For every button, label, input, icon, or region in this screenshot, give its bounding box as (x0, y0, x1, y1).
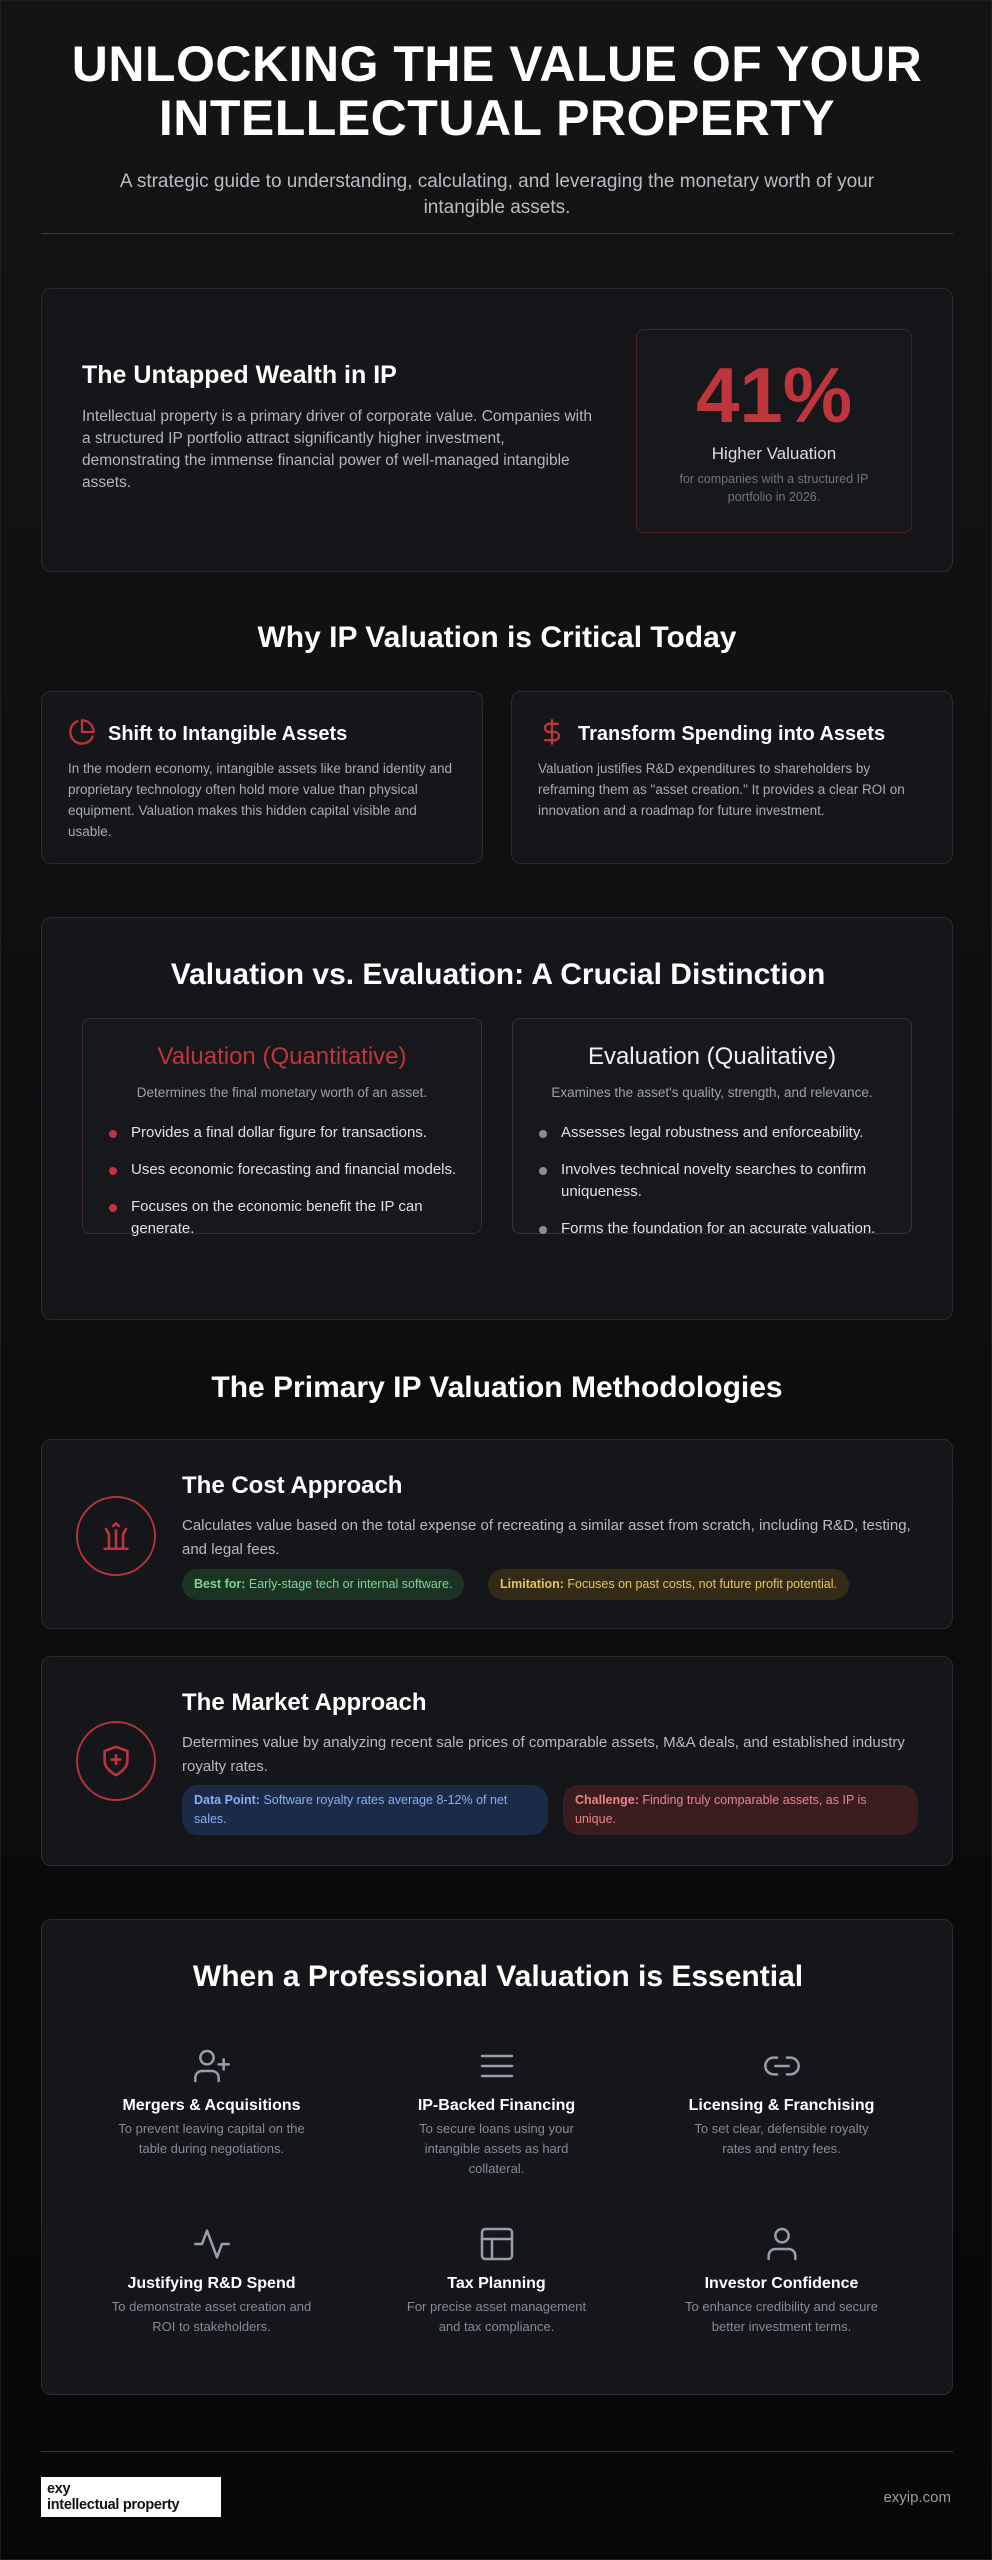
evaluation-desc: Examines the asset's quality, strength, and relevance. (551, 1085, 873, 1100)
activity-icon (192, 2224, 232, 2264)
stat-highlight-box (636, 329, 912, 533)
valuation-vs-evaluation-card (41, 917, 953, 1320)
untapped-wealth-heading: The Untapped Wealth in IP (82, 361, 397, 389)
why-card-body: Valuation justifies R&D expenditures to shareholders by reframing them as "asset creation." It provides a clear ROI on innovation and a roadmap for future investment. (538, 761, 905, 818)
when-section-title: When a Professional Valuation is Essential (192, 1960, 804, 1993)
logo-line-1: exy (47, 2481, 71, 2497)
list-item (539, 1122, 889, 1144)
bullet-dot (109, 1204, 117, 1212)
bullet-dot (539, 1167, 547, 1175)
list-item-text: Provides a final dollar figure for transactions. (131, 1124, 427, 1141)
pill-text: Focuses on past costs, not future profit potential. (567, 1577, 837, 1591)
page-subtitle: A strategic guide to understanding, calculating, and leveraging the monetary worth of your intangible assets. (119, 171, 875, 218)
valuation-column (82, 1018, 482, 1237)
why-card-body: In the modern economy, intangible assets like brand identity and proprietary technology often hold more value than physical equipment. Valuation makes this hidden capital visible and usable. (68, 761, 452, 839)
bullet-dot (109, 1167, 117, 1175)
tile-licensing (652, 2026, 911, 2176)
tile-title: Mergers & Acquisitions (122, 2097, 301, 2114)
list-item-text: Focuses on the economic benefit the IP can generate. (131, 1198, 423, 1237)
challenge-pill (563, 1785, 918, 1835)
tile-body: To prevent leaving capital on the table during negotiations. (118, 2121, 305, 2156)
stat-subtext: for companies with a structured IP portfolio in 2026. (679, 472, 869, 504)
why-card-title: Transform Spending into Assets (578, 723, 886, 745)
tile-body: To secure loans using your intangible assets as hard collateral. (419, 2121, 574, 2176)
footer-divider (41, 2451, 953, 2452)
tile-title: Licensing & Franchising (688, 2097, 875, 2114)
list-item-text: Uses economic forecasting and financial models. (131, 1161, 457, 1178)
tile-tax (367, 2204, 626, 2354)
dollar-icon (538, 718, 566, 751)
evaluation-column (512, 1018, 912, 1237)
cost-approach-desc: Calculates value based on the total expense of recreating a similar asset from scratch, including R&D, testing, and legal fees. (182, 1517, 911, 1558)
why-section-title: Why IP Valuation is Critical Today (257, 621, 737, 654)
valuation-heading: Valuation (Quantitative) (157, 1043, 407, 1070)
bullet-dot (539, 1130, 547, 1138)
company-logo[interactable] (41, 2477, 221, 2517)
tile-financing (367, 2026, 626, 2176)
layout-icon (477, 2224, 517, 2264)
bullet-dot (539, 1226, 547, 1234)
title-line-1: UNLOCKING THE VALUE OF YOUR (71, 36, 923, 92)
list-item-text: Assesses legal robustness and enforceability. (561, 1124, 864, 1141)
when-essential-card (41, 1919, 953, 2395)
tile-mergers (82, 2026, 341, 2176)
why-card-head (538, 718, 885, 751)
why-card-head (68, 718, 347, 751)
methods-section-title: The Primary IP Valuation Methodologies (211, 1371, 783, 1404)
market-approach-card (41, 1656, 953, 1866)
best-for-pill (182, 1569, 464, 1600)
tile-body: For precise asset management and tax compliance. (406, 2299, 587, 2334)
logo-line-2: intellectual property (47, 2497, 180, 2513)
untapped-wealth-body: Intellectual property is a primary driver of corporate value. Companies with a structured IP portfolio attract significantly higher investment, demonstrating the immense financial power of well-managed intangible assets. (82, 408, 593, 491)
pill-label: Best for: (194, 1577, 246, 1591)
tile-investor (652, 2204, 911, 2354)
untapped-wealth-card (41, 288, 953, 572)
tile-rd-spend (82, 2204, 341, 2354)
list-item-text: Involves technical novelty searches to confirm uniqueness. (561, 1161, 867, 1200)
list-item (109, 1122, 459, 1144)
website-link[interactable]: exyip.com (883, 2489, 951, 2506)
evaluation-list (539, 1122, 889, 1240)
pill-label: Challenge: (575, 1793, 639, 1807)
pill-label: Limitation: (500, 1577, 564, 1591)
tile-body: To enhance credibility and secure better investment terms. (685, 2299, 878, 2334)
stat-number: 41% (695, 351, 853, 439)
evaluation-heading: Evaluation (Qualitative) (587, 1043, 837, 1070)
market-approach-title: The Market Approach (182, 1689, 427, 1716)
valuation-desc: Determines the final monetary worth of an asset. (136, 1085, 428, 1100)
pie-chart-icon (68, 718, 96, 751)
hero-header (41, 37, 953, 221)
stat-label: Higher Valuation (711, 444, 837, 463)
tile-title: IP-Backed Financing (417, 2097, 576, 2114)
tile-title: Investor Confidence (704, 2275, 859, 2292)
market-approach-desc: Determines value by analyzing recent sale prices of comparable assets, M&A deals, and established industry royalty rates. (182, 1734, 905, 1775)
cost-approach-title: The Cost Approach (182, 1472, 403, 1499)
menu-lines-icon (477, 2046, 517, 2086)
data-point-pill (182, 1785, 548, 1835)
pill-text: Software royalty rates average 8-12% of net sales. (194, 1793, 508, 1826)
why-card-intangible (41, 691, 483, 864)
tile-title: Tax Planning (447, 2275, 546, 2292)
cost-approach-body (182, 1472, 922, 1562)
user-plus-icon (192, 2046, 232, 2086)
page-title (41, 37, 953, 145)
link-icon (762, 2046, 802, 2086)
list-item (109, 1159, 459, 1181)
pill-text: Finding truly comparable assets, as IP is unique. (575, 1793, 867, 1826)
pill-text: Early-stage tech or internal software. (248, 1577, 453, 1591)
shield-plus-icon (76, 1721, 156, 1801)
list-item-text: Forms the foundation for an accurate valuation. (561, 1220, 876, 1237)
valuation-list (109, 1122, 459, 1240)
why-card-title: Shift to Intangible Assets (108, 723, 348, 745)
tile-body: To set clear, defensible royalty rates and entry fees. (694, 2121, 869, 2156)
tile-body: To demonstrate asset creation and ROI to stakeholders. (111, 2299, 312, 2334)
market-approach-body (182, 1689, 922, 1779)
bullet-dot (109, 1130, 117, 1138)
header-divider (41, 233, 953, 234)
cost-approach-card (41, 1439, 953, 1629)
tools-icon (76, 1496, 156, 1576)
list-item (109, 1196, 459, 1240)
title-line-2: INTELLECTUAL PROPERTY (158, 90, 836, 146)
limitation-pill (488, 1569, 849, 1600)
list-item (539, 1218, 889, 1240)
untapped-wealth-text (82, 361, 602, 494)
pill-label: Data Point: (194, 1793, 260, 1807)
vs-section-title: Valuation vs. Evaluation: A Crucial Distinction (170, 958, 826, 991)
tile-title: Justifying R&D Spend (127, 2275, 296, 2292)
user-icon (762, 2224, 802, 2264)
why-card-spending (511, 691, 953, 864)
list-item (539, 1159, 889, 1203)
